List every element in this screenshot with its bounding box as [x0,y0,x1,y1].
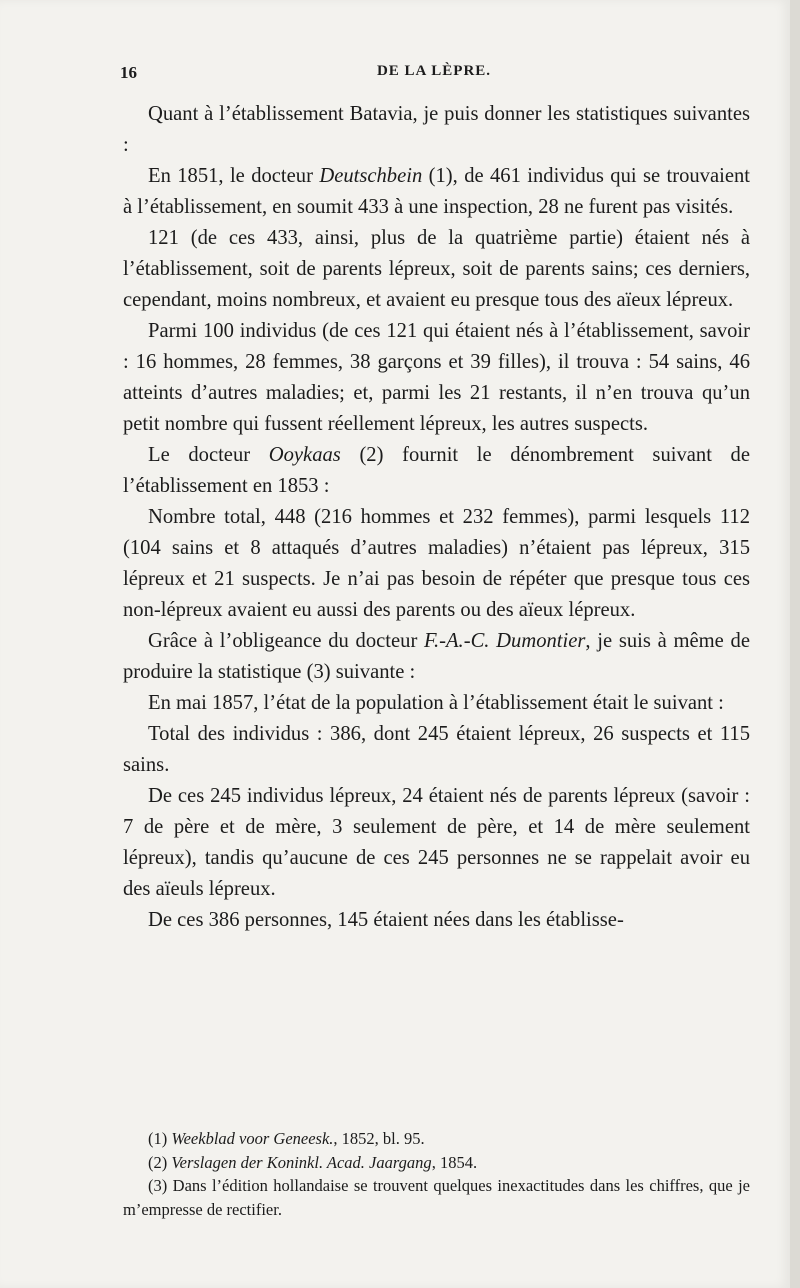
paragraph: Nombre total, 448 (216 hommes et 232 femmes), parmi lesquels 112 (104 sains et 8 attaqués d’autres maladies) n’étaient pas lépreux, 315 lépreux et 21 suspects. Je n’ai pas besoin de répéter que presque tous ces non-lépreux avaient eu aussi des parents ou des aïeux lépreux. [123,506,750,621]
page-header [118,63,750,87]
author-name: Ooykaas [268,444,341,466]
paragraph: Quant à l’établissement Batavia, je puis donner les statistiques suivantes : [123,103,750,156]
paragraph: Le docteur Ooykaas (2) fournit le dénombrement suivant de l’établissement en 1853 : [123,444,750,497]
paragraph: De ces 386 personnes, 145 étaient nées dans les établisse- [148,909,624,931]
page-number: 16 [120,63,137,82]
author-name: Deutschbein [319,165,423,187]
body-text [123,99,750,936]
paragraph: En mai 1857, l’état de la population à l’établissement était le suivant : [148,692,724,714]
footnote: (1) Weekblad voor Geneesk., 1852, bl. 95. [148,1129,425,1148]
paragraph: En 1851, le docteur Deutschbein (1), de 461 individus qui se trouvaient à l’établissement, en soumit 433 à une inspection, 28 ne furent pas visités. [123,165,751,218]
footnotes [123,1127,750,1221]
footnote: (2) Verslagen der Koninkl. Acad. Jaargang, 1854. [148,1152,478,1172]
paragraph: De ces 245 individus lépreux, 24 étaient nés de parents lépreux (savoir : 7 de père et de mère, 3 seulement de père, et 14 de mère seulement lépreux), tandis qu’aucune de ces 245 personnes ne se rappelait avoir eu des aïeuls lépreux. [123,785,750,900]
author-name: F.-A.-C. Dumontier [424,630,586,652]
footnote: (3) Dans l’édition hollandaise se trouvent quelques inexactitudes dans les chiffres, que je m’empresse de rectifier. [123,1176,750,1219]
paragraph: Parmi 100 individus (de ces 121 qui étaient nés à l’établissement, savoir : 16 hommes, 28 femmes, 38 garçons et 39 filles), il trouva : 54 sains, 46 atteints d’autres maladies; et, parmi les 21 restants, il n’en trouva qu’un petit nombre qui fussent réellement lépreux, les autres suspects. [123,320,750,435]
paragraph: Grâce à l’obligeance du docteur F.-A.-C. Dumontier, je suis à même de produire la statistique (3) suivante : [123,630,750,683]
page-edge [790,0,800,1288]
running-head: DE LA LÈPRE. [376,63,492,79]
paragraph: 121 (de ces 433, ainsi, plus de la quatrième partie) étaient nés à l’établissement, soit de parents lépreux, soit de parents sains; ces derniers, cependant, moins nombreux, et avaient eu presque tous des aïeux lépreux. [123,227,750,311]
paragraph: Total des individus : 386, dont 245 étaient lépreux, 26 suspects et 115 sains. [123,723,750,776]
